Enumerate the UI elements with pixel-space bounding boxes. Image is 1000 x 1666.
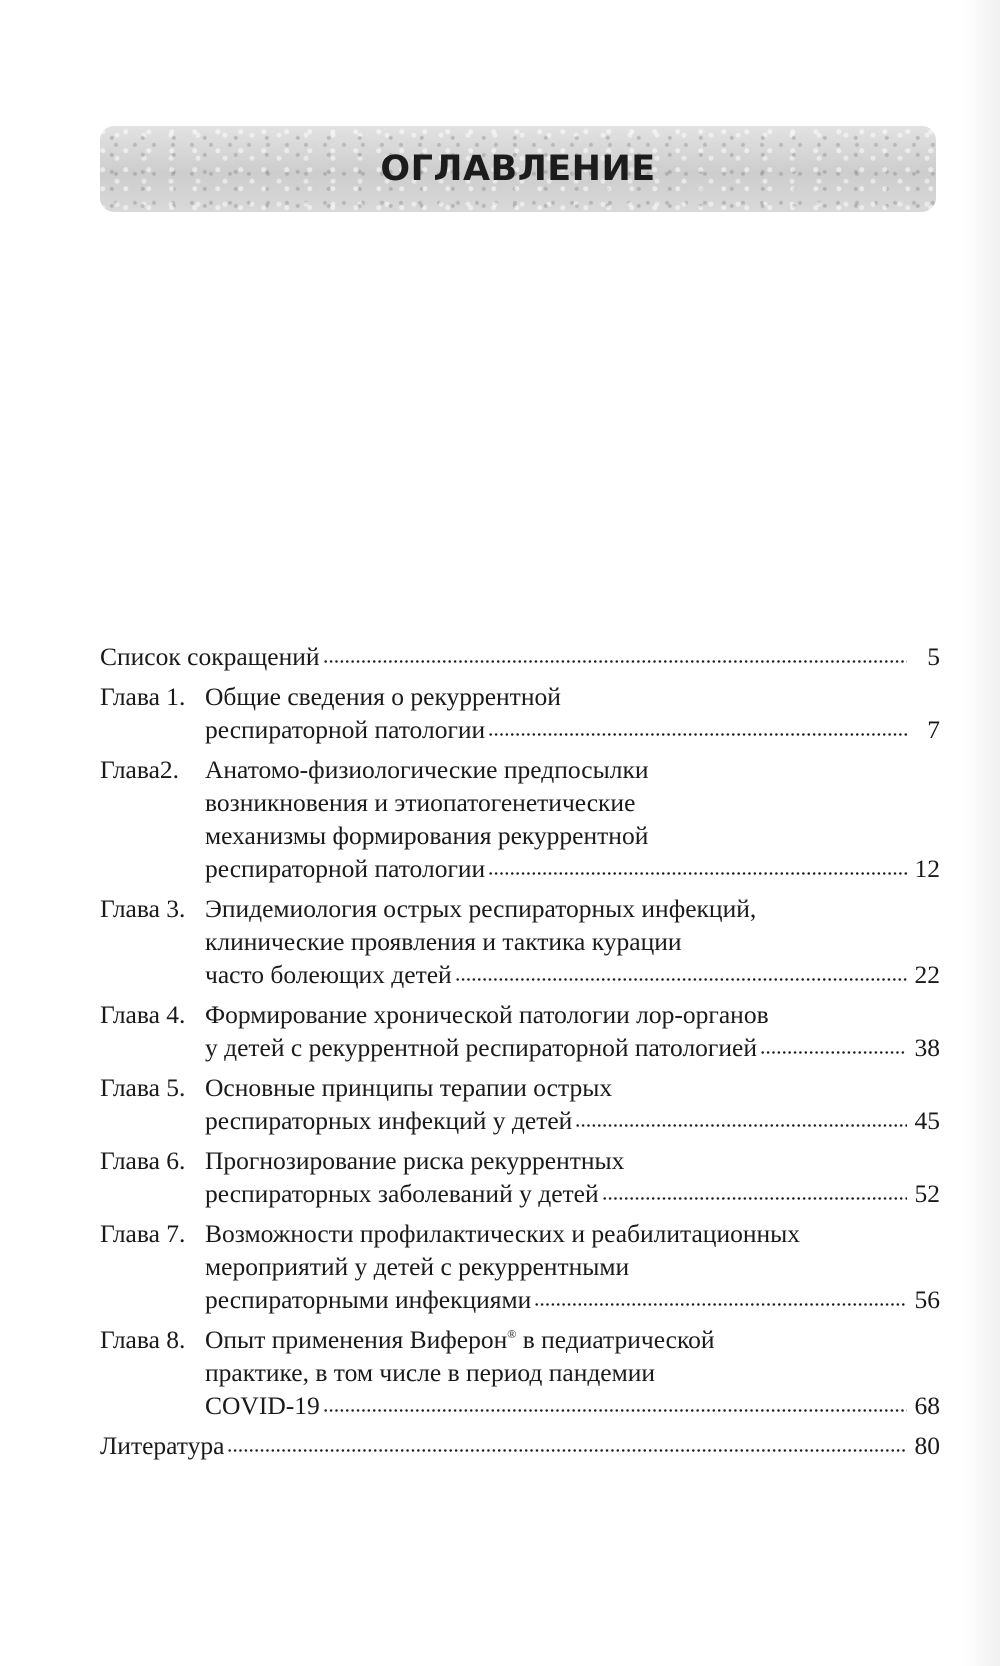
title-text-part: в педиатрической — [516, 1325, 715, 1354]
chapter-title-block — [205, 1144, 940, 1210]
toc-entry-chapter-7[interactable] — [100, 1217, 940, 1316]
toc-entry-title: Список сокращений — [100, 642, 320, 671]
chapter-title-line: респираторной патологии — [205, 715, 486, 744]
title-banner — [100, 126, 936, 212]
dot-leader — [455, 978, 907, 981]
toc-entry-last-line — [205, 1177, 940, 1210]
dot-leader — [602, 1197, 907, 1200]
dot-leader — [227, 1449, 907, 1452]
chapter-title-line: практике, в том числе в период пандемии — [205, 1358, 656, 1387]
toc-entry-last-line — [205, 1283, 940, 1316]
toc-entry-chapter-6[interactable] — [100, 1144, 940, 1210]
toc-entry-last-line — [205, 1031, 940, 1064]
chapter-label: Глава 6. — [100, 1146, 186, 1175]
toc-entry-chapter-3[interactable] — [100, 892, 940, 991]
chapter-title-block — [205, 753, 940, 885]
toc-entry-chapter-8[interactable] — [100, 1323, 940, 1422]
toc-entry-chapter-2[interactable] — [100, 753, 940, 885]
toc-page-number: 5 — [927, 642, 940, 671]
toc-page-number: 38 — [914, 1033, 940, 1062]
toc-page-number: 22 — [914, 960, 940, 989]
chapter-title-line — [205, 1323, 940, 1356]
toc-entry-title: Литература — [100, 1431, 225, 1460]
toc-entry-abbreviations[interactable] — [100, 640, 940, 673]
registered-mark: ® — [507, 1326, 517, 1341]
chapter-title-block — [205, 998, 940, 1064]
toc-entry-last-line — [205, 713, 940, 746]
chapter-title-line: возникновения и этиопатогенетические — [205, 788, 636, 817]
table-of-contents — [100, 640, 940, 1469]
chapter-label: Глава 8. — [100, 1325, 186, 1354]
toc-page-number: 80 — [914, 1431, 940, 1460]
chapter-title-block — [205, 1323, 940, 1422]
toc-entry-last-line — [205, 958, 940, 991]
chapter-title-line: Прогнозирование риска рекуррентных — [205, 1146, 625, 1175]
toc-entry-last-line — [100, 640, 940, 673]
chapter-title-block — [205, 1071, 940, 1137]
chapter-title-line: Основные принципы терапии острых — [205, 1073, 613, 1102]
chapter-title-line: респираторными инфекциями — [205, 1285, 532, 1314]
chapter-label: Глава 1. — [100, 682, 186, 711]
chapter-title-block — [205, 680, 940, 746]
toc-page-number: 7 — [927, 715, 940, 744]
toc-entry-references[interactable] — [100, 1429, 940, 1462]
toc-page-number: 12 — [914, 854, 940, 883]
chapter-title-line: Общие сведения о рекуррентной — [205, 682, 561, 711]
dot-leader — [760, 1051, 907, 1054]
chapter-title-line: у детей с рекуррентной респираторной патологией — [205, 1033, 757, 1062]
dot-leader — [488, 733, 907, 736]
title-text-part: Опыт применения Виферон — [205, 1325, 508, 1354]
chapter-title-line: COVID-19 — [205, 1391, 320, 1420]
chapter-label: Глава2. — [100, 755, 180, 784]
dot-leader — [323, 660, 907, 663]
page-edge-shadow — [962, 0, 1000, 1666]
chapter-title-line: часто болеющих детей — [205, 960, 452, 989]
toc-entry-chapter-4[interactable] — [100, 998, 940, 1064]
toc-entry-last-line — [100, 1429, 940, 1462]
dot-leader — [575, 1124, 907, 1127]
chapter-label: Глава 5. — [100, 1073, 186, 1102]
dot-leader — [488, 872, 907, 875]
chapter-title-line: респираторной патологии — [205, 854, 486, 883]
toc-entry-chapter-5[interactable] — [100, 1071, 940, 1137]
dot-leader — [534, 1303, 907, 1306]
chapter-title-line: Анатомо-физиологические предпосылки — [205, 755, 649, 784]
chapter-title-line: Эпидемиология острых респираторных инфекций, — [205, 894, 757, 923]
chapter-label: Глава 4. — [100, 1000, 186, 1029]
chapter-label: Глава 7. — [100, 1219, 186, 1248]
chapter-title-block — [205, 892, 940, 991]
toc-page-number: 56 — [914, 1285, 940, 1314]
toc-entry-last-line — [205, 852, 940, 885]
toc-entry-last-line — [205, 1389, 940, 1422]
toc-page-number: 68 — [914, 1391, 940, 1420]
page-title: ОГЛАВЛЕНИЕ — [380, 149, 656, 189]
toc-page-number: 52 — [914, 1179, 940, 1208]
chapter-title-line: Возможности профилактических и реабилитационных — [205, 1219, 801, 1248]
chapter-title-line: респираторных заболеваний у детей — [205, 1179, 599, 1208]
chapter-title-line: Формирование хронической патологии лор-органов — [205, 1000, 769, 1029]
chapter-title-line: мероприятий у детей с рекуррентными — [205, 1252, 630, 1281]
toc-entry-last-line — [205, 1104, 940, 1137]
chapter-title-line: клинические проявления и тактика курации — [205, 927, 682, 956]
toc-page-number: 45 — [914, 1106, 940, 1135]
chapter-title-line: механизмы формирования рекуррентной — [205, 821, 649, 850]
chapter-label: Глава 3. — [100, 894, 186, 923]
dot-leader — [323, 1409, 907, 1412]
chapter-title-block — [205, 1217, 940, 1316]
toc-entry-chapter-1[interactable] — [100, 680, 940, 746]
chapter-title-line: респираторных инфекций у детей — [205, 1106, 573, 1135]
